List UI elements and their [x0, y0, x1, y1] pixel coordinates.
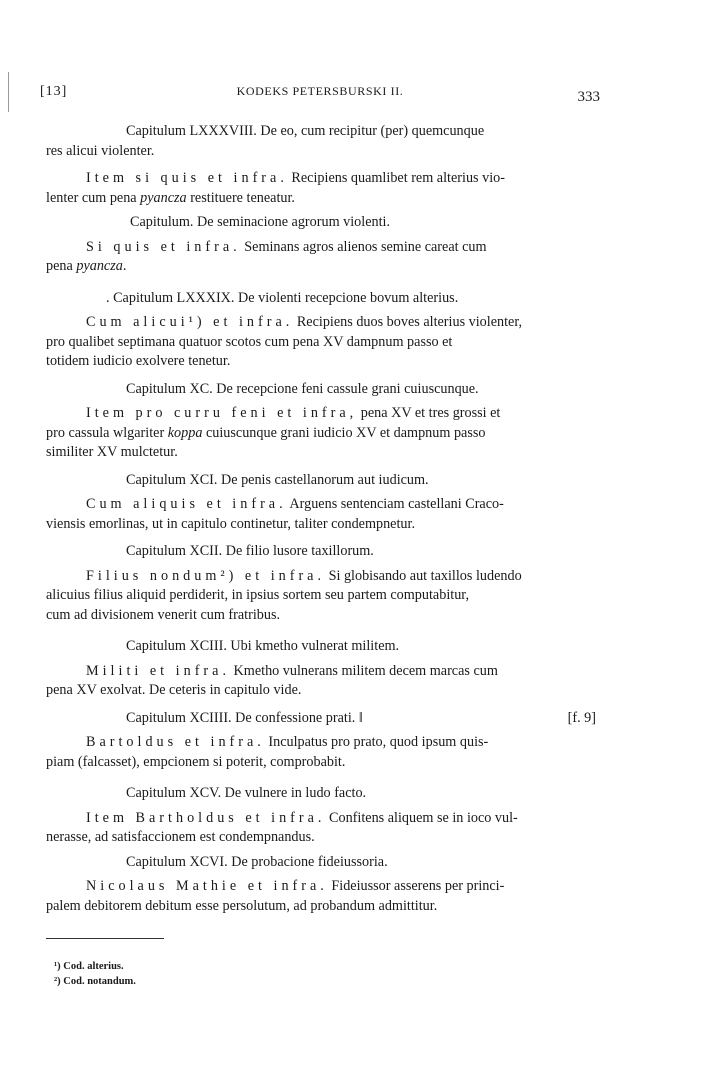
paragraph: Item si quis et infra. Recipiens quamlibet rem alterius vio-	[86, 170, 505, 186]
paragraph-line: totidem iudicio exolvere tenetur.	[46, 353, 231, 369]
paragraph-line: pro cassula wlgariter koppa cuiuscunque grani iudicio XV et dampnum passo	[46, 424, 486, 441]
chapter-heading: Capitulum. De seminacione agrorum violenti.	[130, 214, 391, 230]
chapter-heading: Capitulum XC. De recepcione feni cassule grani cuiuscunque.	[126, 380, 479, 397]
footnote: ²) Cod. notandum.	[54, 976, 136, 987]
incipit: Si quis et infra.	[86, 238, 241, 255]
incipit: Item pro curru feni et infra,	[86, 405, 358, 421]
incipit: Militi et infra.	[86, 662, 230, 679]
paragraph-line: pro qualibet septimana quatuor scotos cum pena XV dampnum passo et	[46, 333, 453, 350]
chapter-heading: . Capitulum LXXXIX. De violenti recepcione bovum alterius.	[106, 289, 459, 306]
incipit: Bartoldus et infra.	[86, 734, 265, 750]
chapter-heading: Capitulum XCV. De vulnere in ludo facto.	[126, 785, 367, 801]
incipit: Cum aliquis et infra.	[86, 496, 287, 512]
folio-marker: [f. 9]	[567, 709, 596, 726]
page-number: 333	[577, 89, 600, 105]
footnote: ¹) Cod. alterius.	[54, 961, 124, 972]
paragraph: Cum aliquis et infra. Arguens sentenciam castellani Craco-	[86, 496, 504, 512]
incipit: Cum alicui¹) et infra.	[86, 314, 294, 330]
paragraph-line: pena XV exolvat. De ceteris in capitulo vide.	[46, 682, 302, 698]
incipit: Filius nondum²) et infra.	[86, 567, 326, 584]
paragraph: Militi et infra. Kmetho vulnerans militem decem marcas cum	[86, 662, 498, 679]
paragraph: Item pro curru feni et infra, pena XV et tres grossi et	[86, 405, 501, 421]
chapter-heading-cont: res alicui violenter.	[46, 142, 155, 159]
paragraph-line: lenter cum pena pyancza restituere teneatur.	[46, 189, 295, 206]
paragraph: Filius nondum²) et infra. Si globisando aut taxillos ludendo	[86, 567, 522, 584]
chapter-heading: Capitulum XCI. De penis castellanorum aut iudicum.	[126, 471, 429, 488]
paragraph: Item Bartholdus et infra. Confitens aliquem se in ioco vul-	[86, 809, 518, 826]
incipit: Item Bartholdus et infra.	[86, 809, 326, 826]
chapter-heading: Capitulum XCIII. Ubi kmetho vulnerat militem.	[126, 638, 400, 654]
chapter-heading: Capitulum XCII. De filio lusore taxillorum.	[126, 543, 374, 559]
footnote-rule	[46, 938, 164, 939]
chapter-heading-row	[46, 709, 596, 729]
main-text	[46, 122, 596, 916]
italic-term: koppa	[167, 424, 203, 441]
italic-term: pyancza	[140, 189, 187, 206]
paragraph-line: alicuius filius aliquid perdiderit, in ipsius sortem seu partem computabitur,	[46, 587, 470, 603]
paragraph: Cum alicui¹) et infra. Recipiens duos boves alterius violenter,	[86, 314, 523, 330]
chapter-heading: Capitulum XCVI. De probacione fideiussoria.	[126, 853, 388, 870]
paragraph: Bartoldus et infra. Inculpatus pro prato, quod ipsum quis-	[86, 734, 489, 750]
chapter-heading: Capitulum LXXXVIII. De eo, cum recipitur (per) quemcunque	[126, 123, 485, 139]
paragraph: Nicolaus Mathie et infra. Fideiussor asserens per princi-	[86, 878, 505, 894]
paragraph: Si quis et infra. Seminans agros alienos semine careat cum	[86, 238, 487, 255]
italic-term: pyancza	[76, 258, 123, 274]
running-title: KODEKS PETERSBURSKI II.	[236, 84, 404, 98]
paragraph-line: nerasse, ad satisfaccionem est condempnandus.	[46, 829, 315, 845]
page-header	[40, 84, 600, 110]
page-number-left: [13]	[40, 84, 68, 99]
paragraph-line: pena pyancza.	[46, 258, 127, 274]
paragraph-line: similiter XV mulctetur.	[46, 444, 178, 460]
incipit: Item si quis et infra.	[86, 170, 288, 186]
paragraph-line: palem debitorem debitum esse persolutum, ad probandum admittitur.	[46, 897, 438, 914]
paragraph-line: cum ad divisionem venerit cum fratribus.	[46, 606, 281, 623]
chapter-heading: Capitulum XCIIII. De confessione prati. ‖	[126, 709, 363, 726]
paragraph-line: viensis emorlinas, ut in capitulo continetur, taliter condempnetur.	[46, 515, 416, 532]
paragraph-line: piam (falcasset), empcionem si poterit, comprobabit.	[46, 753, 346, 770]
incipit: Nicolaus Mathie et infra.	[86, 878, 328, 894]
margin-line	[8, 72, 9, 112]
